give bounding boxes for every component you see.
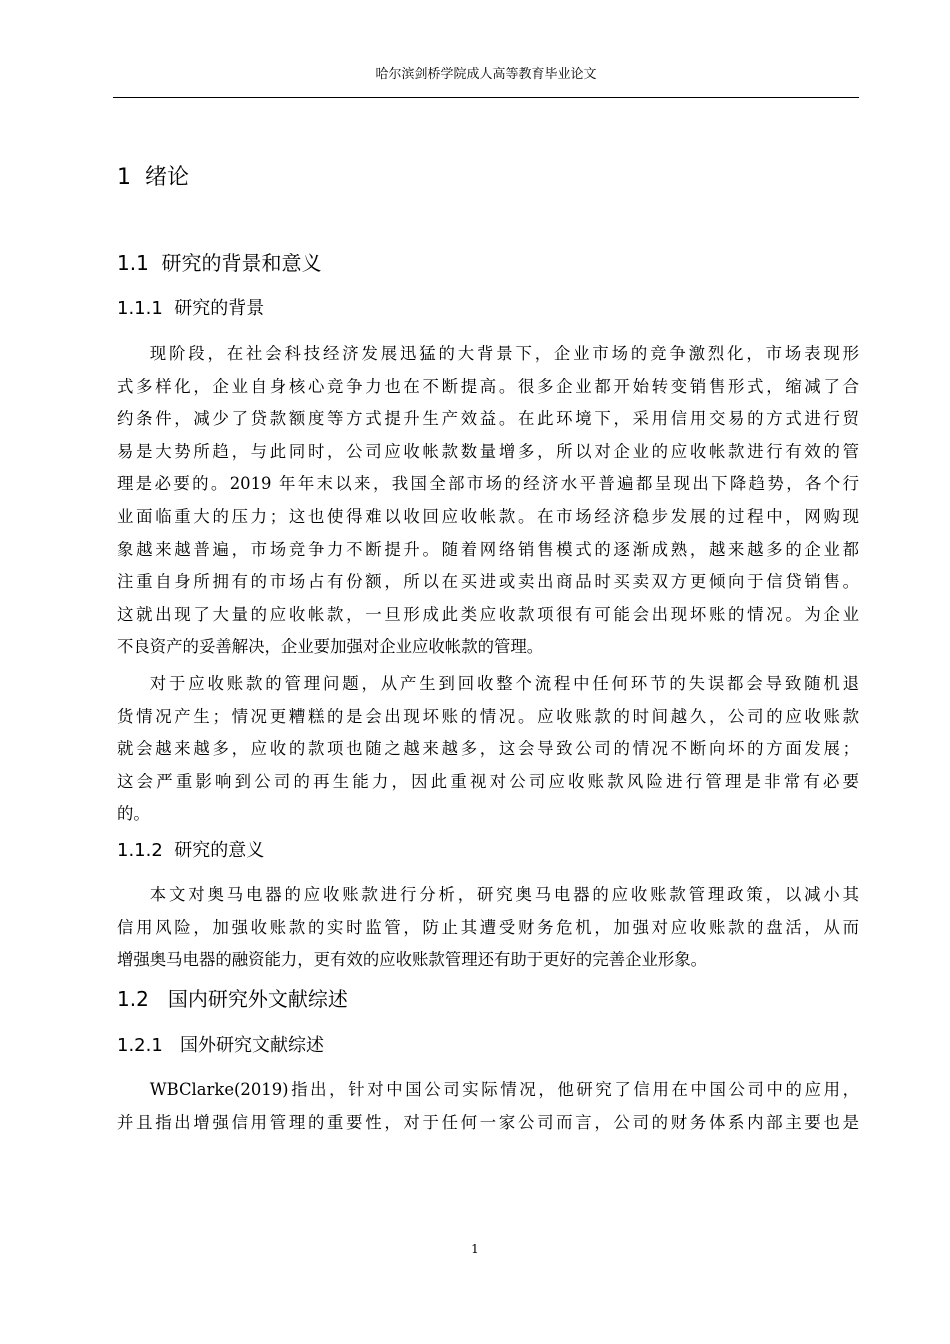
text-line: 信用风险，加强收账款的实时监管，防止其遭受财务危机，加强对应收账款的盘活，从而 (117, 917, 859, 937)
text-line: 易是大势所趋，与此同时，公司应收帐款数量增多，所以对企业的应收帐款进行有效的管 (117, 441, 859, 461)
page-number: 1 (471, 1242, 479, 1256)
paragraph-background (117, 338, 859, 664)
subsection-heading-1-1-1: 1.1.1 研究的背景 (117, 298, 265, 319)
paragraph-significance (117, 879, 859, 977)
text-line: 就会越来越多，应收的款项也随之越来越多，这会导致公司的情况不断向坏的方面发展； (117, 739, 859, 759)
chapter-heading: 1 绪论 (117, 165, 189, 190)
paragraph-receivables-issue (117, 668, 859, 831)
text-line: 本文对奥马电器的应收账款进行分析，研究奥马电器的应收账款管理政策，以减小其 (149, 885, 859, 904)
paragraph-literature-review (117, 1074, 859, 1139)
text-line: 并且指出增强信用管理的重要性，对于任何一家公司而言，公司的财务体系内部主要也是 (117, 1112, 859, 1132)
text-line: 象越来越普遍，市场竞争力不断提升。随着网络销售模式的逐渐成熟，越来越多的企业都 (117, 539, 859, 559)
text-line: 货情况产生；情况更糟糕的是会出现坏账的情况。应收账款的时间越久，公司的应收账款 (117, 706, 859, 726)
subsection-heading-1-2-1: 1.2.1 国外研究文献综述 (117, 1035, 324, 1056)
text-line: 不良资产的妥善解决，企业要加强对企业应收帐款的管理。 (117, 637, 544, 657)
text-line: 增强奥马电器的融资能力，更有效的应收账款管理还有助于更好的完善企业形象。 (117, 950, 708, 970)
header-divider (113, 97, 859, 98)
text-line: WBClarke(2019)指出，针对中国公司实际情况，他研究了信用在中国公司中的应用， (149, 1080, 859, 1099)
text-line: 对于应收账款的管理问题，从产生到回收整个流程中任何环节的失误都会导致随机退 (149, 674, 859, 693)
text-line: 这就出现了大量的应收帐款，一旦形成此类应收款项很有可能会出现坏账的情况。为企业 (117, 604, 859, 624)
text-line: 理是必要的。2019 年年末以来，我国全部市场的经济水平普遍都呈现出下降趋势，各个行 (117, 474, 859, 494)
text-line: 式多样化，企业自身核心竞争力也在不断提高。很多企业都开始转变销售形式，缩减了合 (117, 376, 859, 396)
text-line: 这会严重影响到公司的再生能力，因此重视对公司应收账款风险进行管理是非常有必要 (117, 771, 859, 791)
running-header: 哈尔滨剑桥学院成人高等教育毕业论文 (375, 67, 597, 82)
text-line: 约条件，减少了贷款额度等方式提升生产效益。在此环境下，采用信用交易的方式进行贸 (117, 409, 859, 429)
subsection-heading-1-1-2: 1.1.2 研究的意义 (117, 840, 265, 861)
text-line: 注重自身所拥有的市场占有份额，所以在买进或卖出商品时买卖双方更倾向于信贷销售。 (117, 572, 859, 592)
section-heading-1-2: 1.2 国内研究外文献综述 (117, 987, 348, 1011)
text-line: 的。 (117, 804, 150, 824)
text-line: 现阶段，在社会科技经济发展迅猛的大背景下，企业市场的竞争激烈化，市场表现形 (149, 344, 859, 363)
section-heading-1-1: 1.1 研究的背景和意义 (117, 251, 322, 275)
text-line: 业面临重大的压力；这也使得难以收回应收帐款。在市场经济稳步发展的过程中，网购现 (117, 506, 859, 526)
